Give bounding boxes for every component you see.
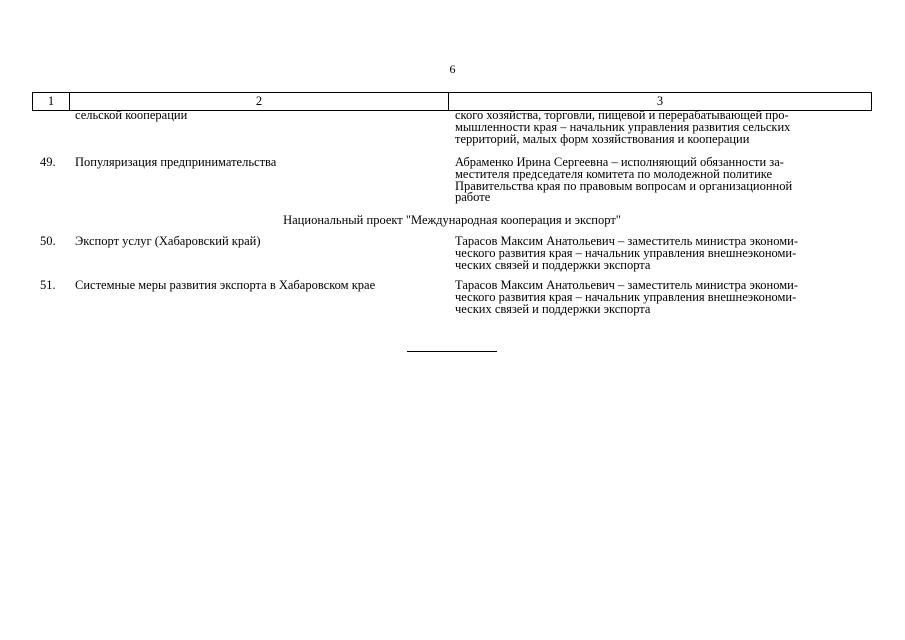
responsible-line: мышленности края – начальник управления развития сельских xyxy=(455,119,791,134)
section-heading: Национальный проект "Международная кооперация и экспорт" xyxy=(283,213,621,227)
header-col-3: 3 xyxy=(449,93,872,111)
row-number: 50. xyxy=(40,234,56,248)
row-number: 51. xyxy=(40,278,56,292)
responsible-person xyxy=(455,280,867,315)
responsible-line: ческого развития края – начальник управления внешнеэкономи- xyxy=(455,245,797,260)
project-name: Системные меры развития экспорта в Хабаровском крае xyxy=(75,278,376,292)
end-rule xyxy=(407,351,497,352)
responsible-line: ческих связей и поддержки экспорта xyxy=(455,257,651,272)
responsible-line: ческого развития края – начальник управления внешнеэкономи- xyxy=(455,289,797,304)
page-number: 6 xyxy=(449,62,456,76)
row-number: 49. xyxy=(40,155,56,169)
responsible-line: Правительства края по правовым вопросам и организационной xyxy=(455,178,793,193)
responsible-line: Тарасов Максим Анатольевич – заместитель министра экономи- xyxy=(455,234,798,248)
responsible-person xyxy=(455,157,867,204)
responsible-line: местителя председателя комитета по молодежной политике xyxy=(455,166,773,181)
responsible-person xyxy=(455,236,867,271)
project-name: Популяризация предпринимательства xyxy=(75,155,277,169)
responsible-person xyxy=(455,110,867,145)
project-name: Экспорт услуг (Хабаровский край) xyxy=(75,234,261,248)
project-name: сельской кооперации xyxy=(75,108,188,122)
responsible-line: ского хозяйства, торговли, пищевой и перерабатывающей про- xyxy=(455,108,789,122)
responsible-line: ческих связей и поддержки экспорта xyxy=(455,301,651,316)
responsible-line: Тарасов Максим Анатольевич – заместитель министра экономи- xyxy=(455,278,798,292)
responsible-line: Абраменко Ирина Сергеевна – исполняющий обязанности за- xyxy=(455,155,784,169)
responsible-line: работе xyxy=(455,190,491,205)
responsible-line: территорий, малых форм хозяйствования и кооперации xyxy=(455,131,750,146)
header-col-1: 1 xyxy=(33,93,70,111)
header-col-2: 2 xyxy=(70,93,449,111)
